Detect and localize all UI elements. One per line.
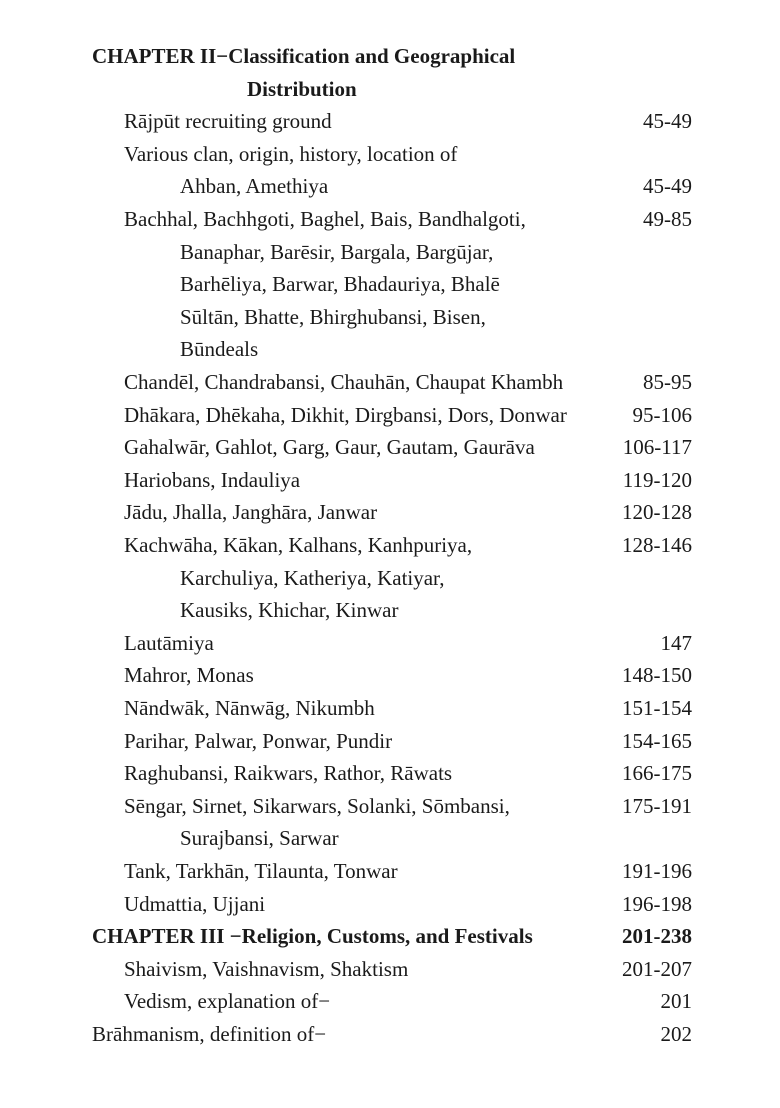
entry-text: Kachwāha, Kākan, Kalhans, Kanhpuriya, bbox=[124, 533, 473, 557]
page-range: 128-146 bbox=[622, 533, 692, 557]
entry-text: Shaivism, Vaishnavism, Shaktism bbox=[124, 956, 409, 981]
toc-entry bbox=[0, 105, 780, 137]
toc-entry bbox=[0, 790, 780, 822]
entry-text: Rājpūt recruiting ground bbox=[124, 109, 332, 134]
entry-text: Būndeals bbox=[180, 337, 259, 362]
toc-entry bbox=[0, 529, 780, 561]
toc-entry bbox=[0, 496, 780, 528]
toc-entry bbox=[0, 627, 780, 659]
entry-text: Surajbansi, Sarwar bbox=[180, 826, 339, 851]
entry-text: Chandēl, Chandrabansi, Chauhān, Chaupat Khambh bbox=[124, 370, 564, 394]
toc-entry bbox=[0, 268, 780, 300]
toc-entry bbox=[0, 692, 780, 724]
entry-text: Parihar, Palwar, Ponwar, Pundir bbox=[124, 728, 393, 753]
entry-text: Lautāmiya bbox=[124, 630, 214, 655]
chapter-heading bbox=[0, 40, 780, 72]
page-range: 191-196 bbox=[622, 859, 692, 883]
page-range: 196-198 bbox=[622, 891, 692, 916]
entry-text: Gahalwār, Gahlot, Garg, Gaur, Gautam, Gaurāva bbox=[124, 435, 535, 460]
toc-entry bbox=[0, 822, 780, 854]
toc-entry bbox=[0, 725, 780, 757]
toc-entry bbox=[0, 464, 780, 496]
entry-text: Raghubansi, Raikwars, Rathor, Rāwats bbox=[124, 761, 453, 786]
toc-entry bbox=[0, 855, 780, 887]
page-range: 166-175 bbox=[622, 761, 692, 786]
page-range: 95-106 bbox=[632, 402, 692, 427]
entry-text: Tank, Tarkhān, Tilaunta, Tonwar bbox=[124, 859, 398, 883]
toc-entry bbox=[0, 399, 780, 431]
page-range: 49-85 bbox=[643, 207, 692, 231]
page-range: 85-95 bbox=[643, 370, 692, 394]
entry-text: Dhākara, Dhēkaha, Dikhit, Dirgbansi, Dors, Donwar bbox=[124, 402, 567, 427]
entry-text: Karchuliya, Katheriya, Katiyar, bbox=[180, 565, 445, 590]
toc-entry bbox=[0, 236, 780, 268]
page-range: 151-154 bbox=[622, 696, 692, 720]
page-range: 202 bbox=[660, 1022, 692, 1046]
entry-text: Kausiks, Khichar, Kinwar bbox=[180, 598, 399, 623]
chapter-heading bbox=[0, 920, 780, 952]
entry-text: Sūltān, Bhatte, Bhirghubansi, Bisen, bbox=[180, 304, 486, 329]
entry-text: Jādu, Jhalla, Janghāra, Janwar bbox=[124, 500, 378, 525]
entry-text: Bachhal, Bachhgoti, Baghel, Bais, Bandhalgoti, bbox=[124, 207, 526, 231]
entry-text: CHAPTER III −Religion, Customs, and Festivals bbox=[92, 924, 533, 949]
toc-entry bbox=[0, 594, 780, 626]
toc-entry bbox=[0, 757, 780, 789]
page-range: 106-117 bbox=[622, 435, 692, 460]
toc-entry bbox=[0, 888, 780, 920]
chapter-heading bbox=[0, 73, 780, 105]
toc-entry bbox=[0, 953, 780, 985]
entry-text: Banaphar, Barēsir, Bargala, Bargūjar, bbox=[180, 239, 494, 264]
page-range: 147 bbox=[660, 630, 692, 655]
entry-text: Udmattia, Ujjani bbox=[124, 891, 266, 916]
entry-text: Various clan, origin, history, location of bbox=[124, 141, 458, 166]
entry-text: Distribution bbox=[247, 76, 357, 101]
toc-entry bbox=[0, 138, 780, 170]
entry-text: Brāhmanism, definition of− bbox=[92, 1022, 327, 1046]
page-range: 201-207 bbox=[622, 956, 692, 981]
page-range: 119-120 bbox=[622, 467, 692, 492]
entry-text: Mahror, Monas bbox=[124, 663, 254, 688]
toc-entry bbox=[0, 659, 780, 691]
toc-entry bbox=[0, 366, 780, 398]
entry-text: Nāndwāk, Nānwāg, Nikumbh bbox=[124, 696, 375, 720]
page-range: 120-128 bbox=[622, 500, 692, 525]
toc-entry bbox=[0, 431, 780, 463]
toc-entry bbox=[0, 985, 780, 1017]
entry-text: Hariobans, Indauliya bbox=[124, 467, 301, 492]
page-range: 154-165 bbox=[622, 728, 692, 753]
entry-text: Sēngar, Sirnet, Sikarwars, Solanki, Sōmbansi, bbox=[124, 793, 510, 818]
page-range: 148-150 bbox=[622, 663, 692, 688]
page-range: 45-49 bbox=[643, 174, 692, 199]
toc-entry bbox=[0, 203, 780, 235]
toc-entry bbox=[0, 170, 780, 202]
toc-entry bbox=[0, 301, 780, 333]
page-range: 201-238 bbox=[622, 924, 692, 949]
toc-entry bbox=[0, 1018, 780, 1050]
entry-text: Barhēliya, Barwar, Bhadauriya, Bhalē bbox=[180, 272, 500, 297]
toc-entry bbox=[0, 333, 780, 365]
page-range: 201 bbox=[660, 989, 692, 1014]
page-range: 45-49 bbox=[643, 109, 692, 134]
entry-text: Vedism, explanation of− bbox=[124, 989, 331, 1014]
page-range: 175-191 bbox=[622, 793, 692, 818]
toc-entry bbox=[0, 562, 780, 594]
entry-text: Ahban, Amethiya bbox=[180, 174, 329, 199]
entry-text: CHAPTER II−Classification and Geographical bbox=[92, 44, 516, 68]
